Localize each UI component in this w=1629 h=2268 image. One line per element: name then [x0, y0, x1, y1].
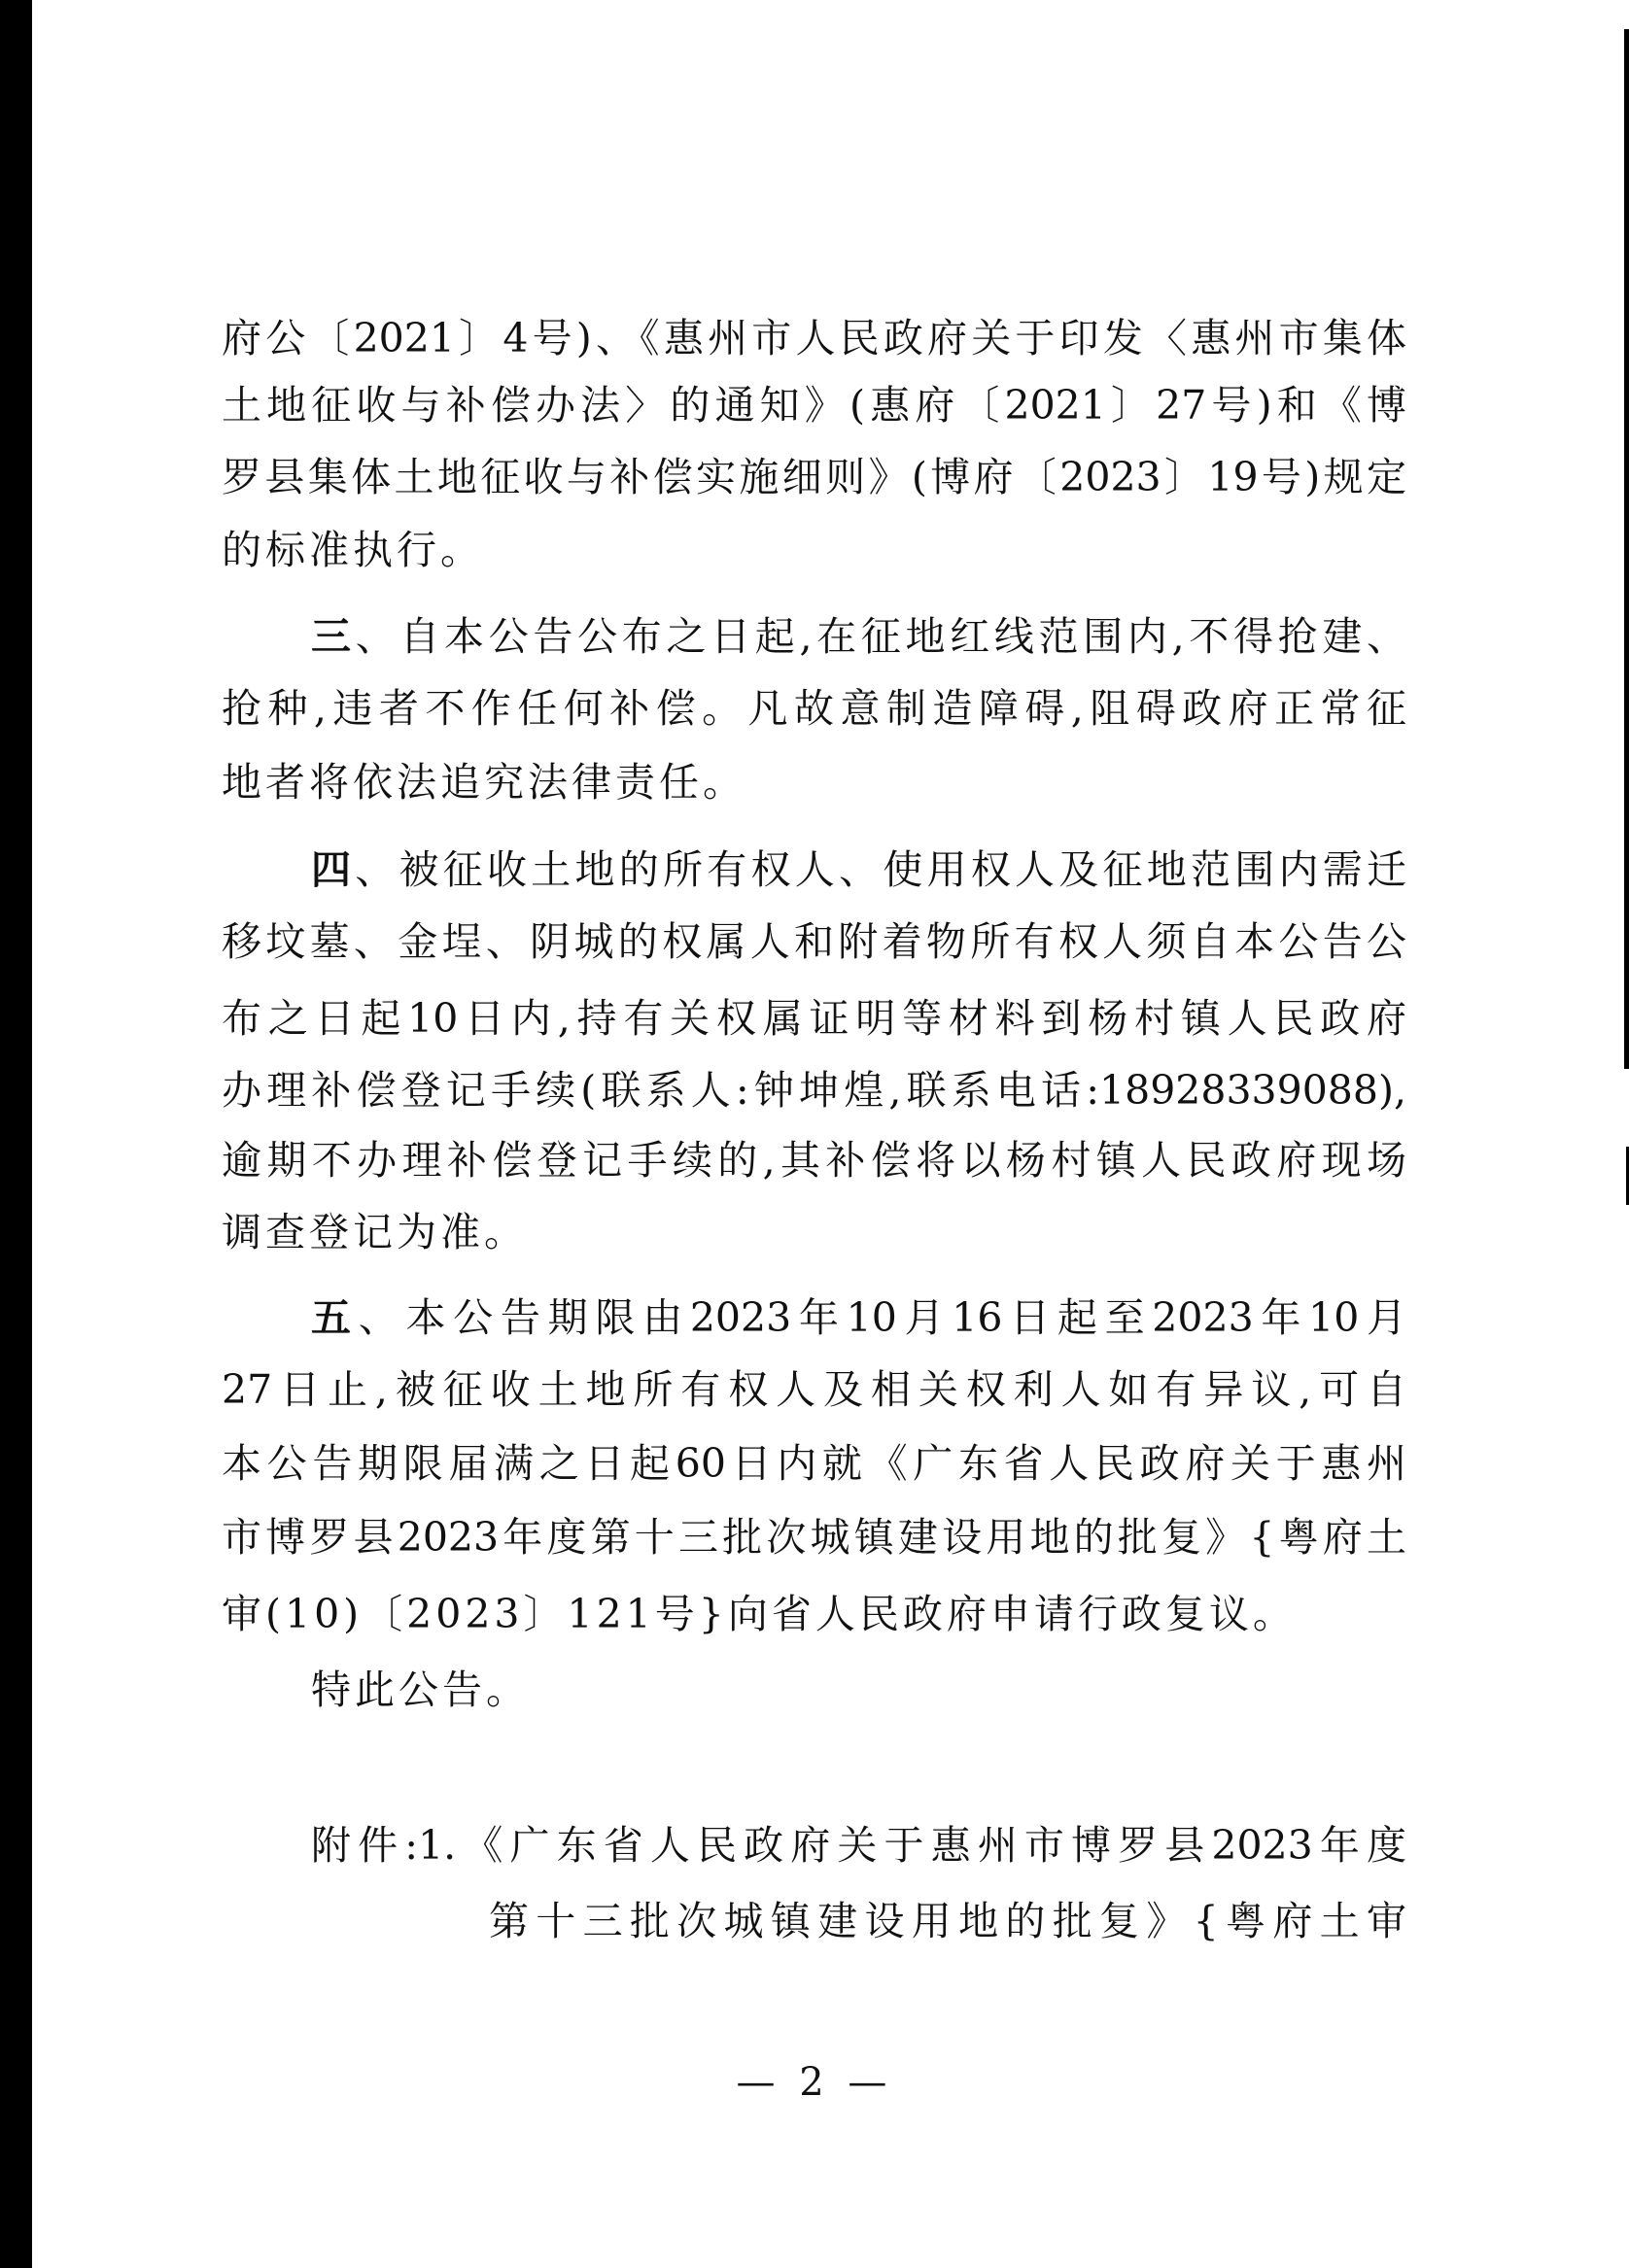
- section-number-three: 三: [311, 613, 356, 660]
- scan-border-right: [1624, 29, 1629, 1069]
- paragraph-five-first-line: [311, 1292, 1406, 1343]
- body-line: 土地征收与补偿办法〉的通知》(惠府〔2021〕27号)和《博: [222, 382, 1406, 429]
- page-number: — 2 —: [736, 2060, 893, 2105]
- section-number-five: 五: [311, 1294, 359, 1341]
- body-line: 逾期不办理补偿登记手续的,其补偿将以杨村镇人民政府现场: [222, 1137, 1406, 1184]
- closing-statement: 特此公告。: [311, 1667, 530, 1713]
- attachment-line-2: 第十三批次城镇建设用地的批复》{粤府土审: [489, 1898, 1406, 1944]
- body-line: 布之日起10日内,持有关权属证明等材料到杨村镇人民政府: [222, 995, 1406, 1042]
- contact-line: 办理补偿登记手续(联系人:钟坤煌,联系电话:18928339088),: [222, 1067, 1406, 1114]
- body-line: 本公告期限届满之日起60日内就《广东省人民政府关于惠州: [222, 1440, 1406, 1487]
- scan-border-left: [0, 0, 32, 2268]
- body-line: 调查登记为准。: [222, 1209, 528, 1255]
- body-line: 地者将依法追究法律责任。: [222, 759, 746, 806]
- section-number-four: 四: [311, 846, 356, 893]
- body-line: 27日止,被征收土地所有权人及相关权利人如有异议,可自: [222, 1366, 1406, 1413]
- attachment-line-1: 附件:1.《广东省人民政府关于惠州市博罗县2023年度: [311, 1822, 1406, 1869]
- paragraph-three-first-line: [311, 611, 1406, 662]
- body-line: 市博罗县2023年度第十三批次城镇建设用地的批复》{粤府土: [222, 1514, 1406, 1561]
- body-text: 、本公告期限由2023年10月16日起至2023年10月: [358, 1294, 1406, 1341]
- body-line: 移坟墓、金埕、阴城的权属人和附着物所有权人须自本公告公: [222, 918, 1406, 965]
- body-line: 审(10)〔2023〕121号}向省人民政府申请行政复议。: [222, 1591, 1297, 1637]
- body-line: 罗县集体土地征收与补偿实施细则》(博府〔2023〕19号)规定: [222, 454, 1406, 500]
- paragraph-four-first-line: [311, 844, 1406, 895]
- body-line: 的标准执行。: [222, 527, 484, 573]
- body-line: 府公〔2021〕4号)、《惠州市人民政府关于印发〈惠州市集体: [222, 315, 1406, 361]
- body-line: 抢种,违者不作任何补偿。凡故意制造障碍,阻碍政府正常征: [222, 685, 1406, 732]
- body-text: 、自本公告公布之日起,在征地红线范围内,不得抢建、: [355, 613, 1406, 660]
- body-text: 、被征收土地的所有权人、使用权人及征地范围内需迁: [355, 846, 1406, 893]
